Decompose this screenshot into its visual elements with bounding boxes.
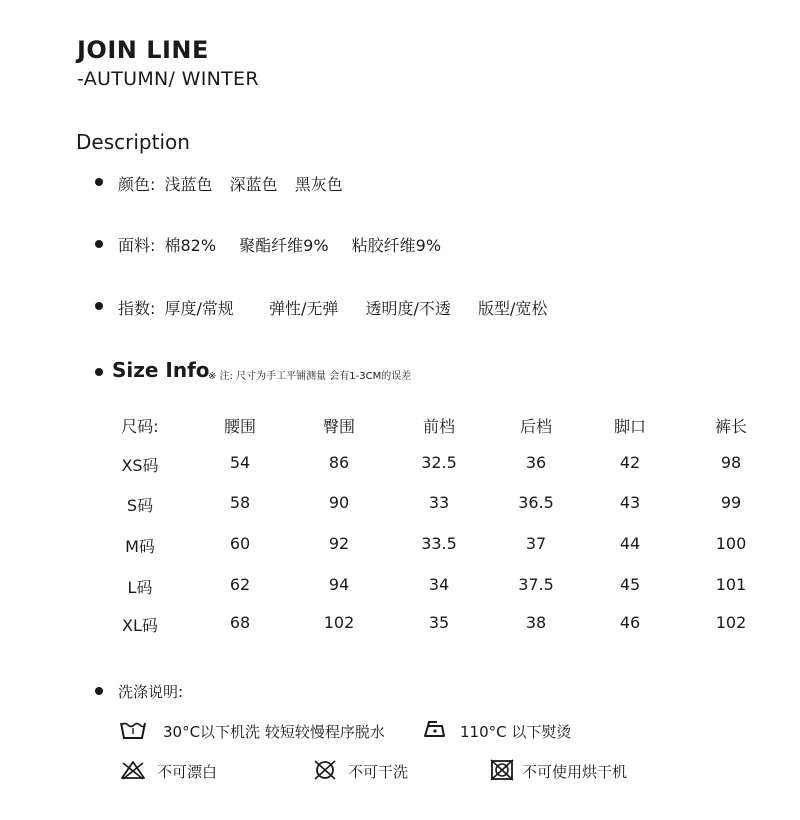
size-header-length: 裤长 — [714, 417, 748, 436]
size-cell-waist: 62 — [229, 575, 251, 594]
index-row — [118, 296, 547, 319]
size-cell-length: 99 — [720, 493, 742, 512]
size-cell-leg-opening: 44 — [619, 534, 641, 553]
fabric-value: 聚酯纤维9% — [239, 236, 329, 255]
size-cell-back-rise: 37 — [525, 534, 547, 553]
size-header-waist: 腰围 — [223, 417, 257, 436]
index-value: 透明度/不透 — [365, 299, 451, 318]
size-cell-leg-opening: 45 — [619, 575, 641, 594]
iron-text: 110°C 以下熨烫 — [460, 723, 572, 741]
size-cell-waist: 68 — [229, 613, 251, 632]
size-cell-back-rise: 36.5 — [518, 493, 554, 512]
index-label: 指数: — [118, 299, 156, 318]
size-cell-length: 102 — [715, 613, 747, 632]
bullet-icon — [95, 302, 103, 310]
size-cell-hip: 102 — [323, 613, 355, 632]
color-value: 浅蓝色 — [164, 175, 213, 194]
size-cell-front-rise: 33 — [428, 493, 450, 512]
size-cell-leg-opening: 43 — [619, 493, 641, 512]
size-cell-front-rise: 32.5 — [421, 453, 457, 472]
bullet-icon — [95, 178, 103, 186]
size-cell-back-rise: 36 — [525, 453, 547, 472]
care-title: 洗涤说明: — [118, 683, 184, 701]
size-cell-leg-opening: 46 — [619, 613, 641, 632]
size-cell-waist: 60 — [229, 534, 251, 553]
color-value: 黑灰色 — [294, 175, 343, 194]
color-value: 深蓝色 — [229, 175, 278, 194]
size-cell-size: XS码 — [121, 456, 159, 475]
size-header-leg-opening: 脚口 — [613, 417, 647, 436]
size-cell-front-rise: 34 — [428, 575, 450, 594]
no-dry-clean-text: 不可干洗 — [348, 763, 409, 781]
description-title: Description — [76, 130, 190, 154]
index-value: 厚度/常规 — [164, 299, 234, 318]
fabric-label: 面料: — [118, 236, 156, 255]
bullet-icon — [95, 687, 103, 695]
size-cell-length: 98 — [720, 453, 742, 472]
color-row — [118, 172, 343, 195]
size-note: ※ 注: 尺寸为手工平铺测量 会有1-3CM的误差 — [208, 371, 412, 382]
size-cell-back-rise: 38 — [525, 613, 547, 632]
bullet-icon — [95, 240, 103, 248]
index-value: 版型/宽松 — [478, 299, 548, 318]
size-cell-leg-opening: 42 — [619, 453, 641, 472]
color-label: 颜色: — [118, 175, 156, 194]
size-cell-hip: 90 — [328, 493, 350, 512]
fabric-value: 粘胶纤维9% — [351, 236, 442, 255]
season-subtitle: -AUTUMN/ WINTER — [77, 68, 259, 90]
no-tumble-dry-icon — [489, 758, 515, 782]
size-cell-length: 100 — [715, 534, 747, 553]
size-header-back-rise: 后档 — [519, 417, 553, 436]
size-cell-size: XL码 — [122, 616, 158, 635]
size-cell-size: S码 — [126, 496, 154, 515]
fabric-row — [118, 233, 441, 256]
size-cell-size: M码 — [125, 537, 155, 556]
bullet-icon — [95, 368, 103, 376]
no-tumble-dry-text: 不可使用烘干机 — [522, 763, 628, 781]
size-header-front-rise: 前档 — [422, 417, 456, 436]
size-cell-size: L码 — [127, 578, 153, 597]
size-cell-waist: 58 — [229, 493, 251, 512]
wash-tub-icon — [119, 719, 147, 741]
size-cell-hip: 94 — [328, 575, 350, 594]
size-header-hip: 臀围 — [322, 417, 356, 436]
size-cell-front-rise: 35 — [428, 613, 450, 632]
no-bleach-icon — [119, 759, 147, 781]
size-header-size: 尺码: — [121, 417, 159, 436]
size-cell-back-rise: 37.5 — [518, 575, 554, 594]
brand-title: JOIN LINE — [77, 36, 209, 64]
no-dry-clean-icon — [312, 758, 338, 782]
size-cell-hip: 92 — [328, 534, 350, 553]
size-cell-waist: 54 — [229, 453, 251, 472]
size-cell-length: 101 — [715, 575, 747, 594]
index-value: 弹性/无弹 — [269, 299, 339, 318]
size-info-title: Size Info — [112, 358, 210, 382]
size-cell-front-rise: 33.5 — [421, 534, 457, 553]
fabric-value: 棉82% — [164, 236, 217, 255]
iron-icon — [421, 718, 447, 740]
no-bleach-text: 不可漂白 — [157, 763, 218, 781]
size-cell-hip: 86 — [328, 453, 350, 472]
wash-text: 30°C以下机洗 较短较慢程序脱水 — [163, 723, 385, 741]
